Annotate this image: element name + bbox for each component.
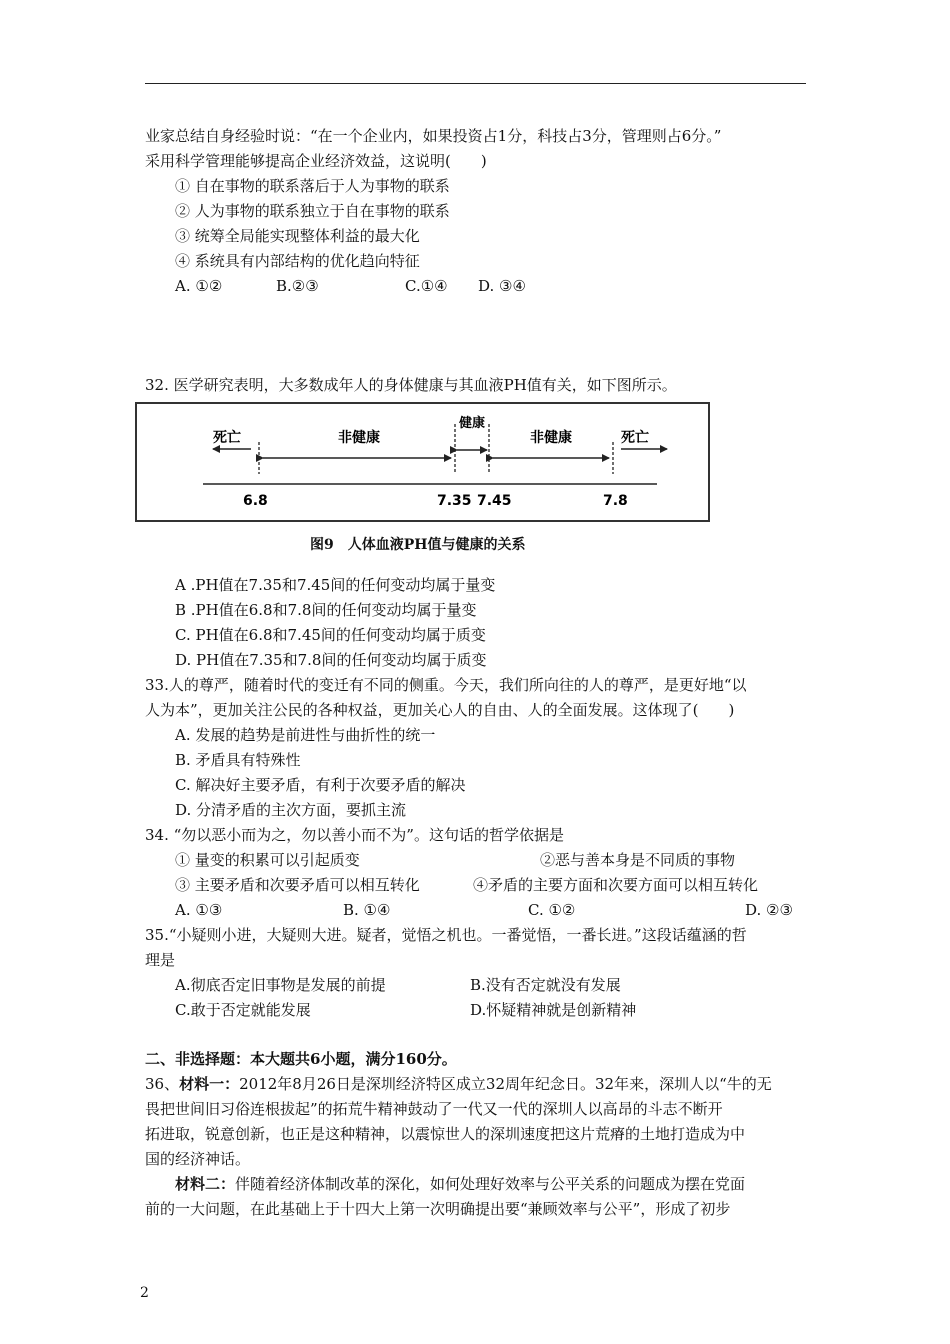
q31-choice-c: C.①④ bbox=[405, 277, 448, 295]
q32-stem: 32. 医学研究表明，大多数成年人的身体健康与其血液PH值有关，如下图所示。 bbox=[145, 376, 677, 394]
material1-line4: 国的经济神话。 bbox=[145, 1150, 251, 1168]
tick-6-8: 6.8 bbox=[243, 493, 268, 509]
q35-line1: 35.“小疑则小进，大疑则大进。疑者，觉悟之机也。一番觉悟，一番长进。”这段话蕴涵的哲 bbox=[145, 926, 747, 944]
death-left-label: 死亡 bbox=[213, 430, 241, 446]
tick-7-45: 7.45 bbox=[477, 493, 512, 509]
material2-line2: 前的一大问题，在此基础上于十四大上第一次明确提出要“兼顾效率与公平”，形成了初步 bbox=[145, 1200, 731, 1218]
header-rule bbox=[145, 83, 806, 84]
q34-option-3: ③ 主要矛盾和次要矛盾可以相互转化 bbox=[175, 876, 420, 894]
unhealthy-right-label: 非健康 bbox=[530, 430, 572, 446]
death-right-label: 死亡 bbox=[621, 430, 649, 446]
tick-7-35: 7.35 bbox=[437, 493, 472, 509]
q32-option-d: D. PH值在7.35和7.8间的任何变动均属于质变 bbox=[175, 651, 487, 669]
q33-line2: 人为本”，更加关注公民的各种权益，更加关心人的自由、人的全面发展。这体现了( ) bbox=[145, 701, 735, 719]
q31-option-4: ④ 系统具有内部结构的优化趋向特征 bbox=[175, 252, 420, 270]
q31-choice-a: A. ①② bbox=[175, 277, 223, 295]
diagram-caption: 图9 人体血液PH值与健康的关系 bbox=[310, 537, 526, 553]
q33-option-a: A. 发展的趋势是前进性与曲折性的统一 bbox=[175, 726, 436, 744]
unhealthy-left-label: 非健康 bbox=[338, 430, 380, 446]
q31-option-2: ② 人为事物的联系独立于自在事物的联系 bbox=[175, 202, 450, 220]
q34-option-1: ① 量变的积累可以引起质变 bbox=[175, 851, 360, 869]
q36-material1-line1 bbox=[145, 1074, 772, 1094]
q33-option-c: C. 解决好主要矛盾，有利于次要矛盾的解决 bbox=[175, 776, 466, 794]
q31-line1: 业家总结自身经验时说：“在一个企业内，如果投资占1分，科技占3分，管理则占6分。” bbox=[145, 127, 722, 145]
q35-option-d: D.怀疑精神就是创新精神 bbox=[470, 1001, 637, 1019]
material2-text1: 伴随着经济体制改革的深化，如何处理好效率与公平关系的问题成为摆在党面 bbox=[235, 1175, 746, 1193]
healthy-label: 健康 bbox=[458, 416, 486, 431]
material1-label: 材料一： bbox=[179, 1075, 240, 1093]
ph-diagram bbox=[135, 402, 710, 522]
q34-choice-d: D. ②③ bbox=[745, 901, 793, 919]
material1-line2: 畏把世间旧习俗连根拔起”的拓荒牛精神鼓动了一代又一代的深圳人以高昂的斗志不断开 bbox=[145, 1100, 723, 1118]
page-number: 2 bbox=[140, 1285, 149, 1301]
tick-7-8: 7.8 bbox=[603, 493, 628, 509]
q31-option-3: ③ 统筹全局能实现整体利益的最大化 bbox=[175, 227, 420, 245]
q35-option-c: C.敢于否定就能发展 bbox=[175, 1001, 311, 1019]
material1-text1: 2012年8月26日是深圳经济特区成立32周年纪念日。32年来，深圳人以“牛的无 bbox=[239, 1075, 772, 1093]
section2-heading: 二、非选择题：本大题共6小题，满分160分。 bbox=[145, 1050, 457, 1068]
q34-choice-a: A. ①③ bbox=[175, 901, 223, 919]
q34-option-4: ④矛盾的主要方面和次要方面可以相互转化 bbox=[473, 876, 759, 894]
q33-option-b: B. 矛盾具有特殊性 bbox=[175, 751, 301, 769]
q31-choice-b: B.②③ bbox=[276, 277, 319, 295]
q33-line1: 33.人的尊严，随着时代的变迁有不同的侧重。今天，我们所向往的人的尊严，是更好地“以 bbox=[145, 676, 747, 694]
ph-diagram-svg bbox=[137, 404, 708, 520]
q34-choice-b: B. ①④ bbox=[343, 901, 391, 919]
q32-option-b: B .PH值在6.8和7.8间的任何变动均属于量变 bbox=[175, 601, 477, 619]
q32-option-a: A .PH值在7.35和7.45间的任何变动均属于量变 bbox=[175, 576, 496, 594]
q34-choice-c: C. ①② bbox=[528, 901, 576, 919]
q33-option-d: D. 分清矛盾的主次方面，要抓主流 bbox=[175, 801, 407, 819]
q34-option-2: ②恶与善本身是不同质的事物 bbox=[540, 851, 736, 869]
q35-line2: 理是 bbox=[145, 951, 176, 969]
q31-choice-d: D. ③④ bbox=[478, 277, 526, 295]
q31-line2: 采用科学管理能够提高企业经济效益，这说明( ) bbox=[145, 152, 487, 170]
q35-option-b: B.没有否定就没有发展 bbox=[470, 976, 621, 994]
material1-line3: 拓进取，锐意创新，也正是这种精神，以震惊世人的深圳速度把这片荒瘠的土地打造成为中 bbox=[145, 1125, 746, 1143]
q36-number: 36、 bbox=[145, 1075, 180, 1093]
q35-option-a: A.彻底否定旧事物是发展的前提 bbox=[175, 976, 386, 994]
q31-option-1: ① 自在事物的联系落后于人为事物的联系 bbox=[175, 177, 450, 195]
material2-line1 bbox=[175, 1174, 745, 1194]
material2-label: 材料二： bbox=[175, 1175, 236, 1193]
q32-option-c: C. PH值在6.8和7.45间的任何变动均属于质变 bbox=[175, 626, 486, 644]
q34-stem: 34. “勿以恶小而为之，勿以善小而不为”。这句话的哲学依据是 bbox=[145, 826, 564, 844]
